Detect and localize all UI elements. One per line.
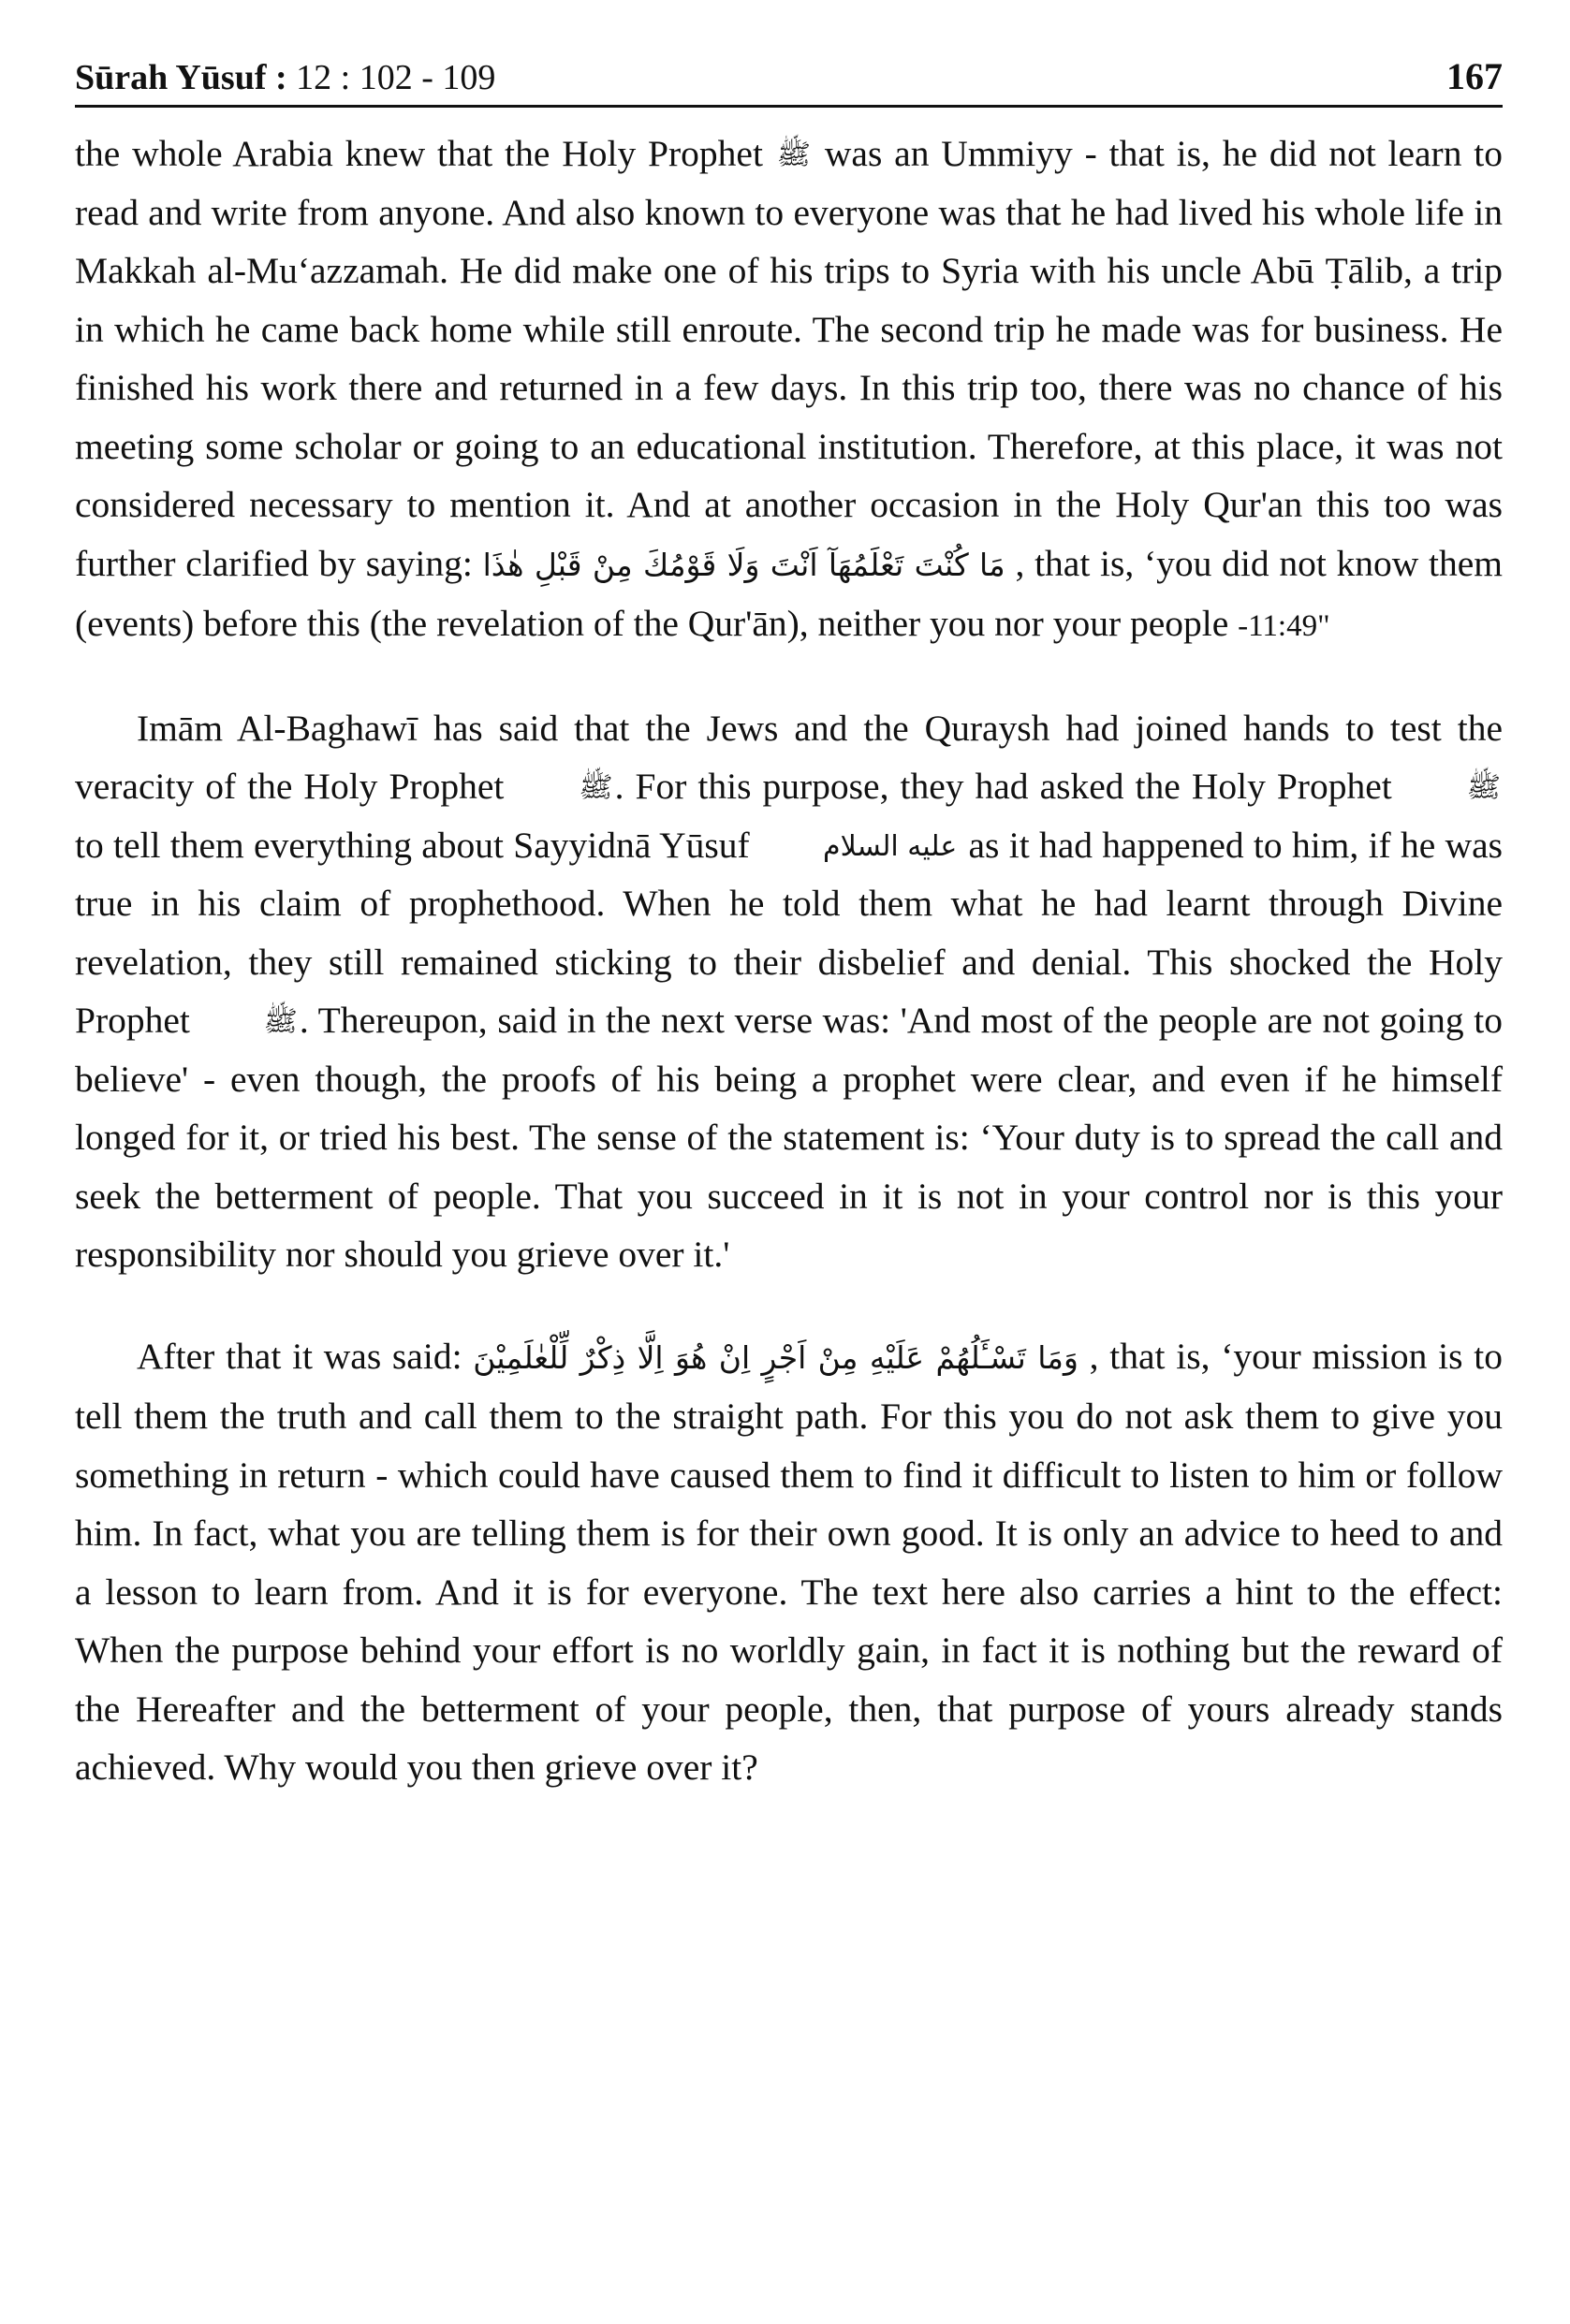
book-page (75, 41, 1503, 1797)
page-number: 167 (1446, 55, 1503, 97)
arabic-verse-12-104: وَمَا تَسْـَٔلُهُمْ عَلَيْهِ مِنْ اَجْرٍ اِنْ هُوَ اِلَّا ذِكْرٌ لِّلْعٰلَمِيْنَ (473, 1338, 1078, 1376)
paragraph-2-text-c: to tell them everything about Sayyidnā Yūsuf (75, 824, 750, 866)
body-text (75, 124, 1503, 1797)
salawat-honorific-icon: ﷺ (1466, 771, 1501, 804)
salam-honorific-icon: عليه السلام (823, 829, 958, 863)
paragraph-2-text-a: Imām Al-Baghawī has said that the Jews and the Quraysh had joined hands to test the veracity of the Holy Prophet (75, 707, 1503, 807)
verse-citation: -11:49" (1238, 609, 1330, 643)
paragraph-2 (75, 699, 1503, 1284)
paragraph-2-text-b: . For this purpose, they had asked the Holy Prophet (614, 766, 1392, 807)
paragraph-3 (75, 1327, 1503, 1797)
salawat-honorific-icon: ﷺ (579, 771, 613, 804)
arabic-verse-11-49: مَا كُنْتَ تَعْلَمُهَآ اَنْتَ وَلَا قَوْمُكَ مِنْ قَبْلِ هٰذَا (482, 546, 1005, 583)
header-left (75, 60, 495, 95)
paragraph-2-text-e: . Thereupon, said in the next verse was: 'And most of the people are not going to believe' - even though, the proofs of his being a prophet were clear, and even if he himself longed for it, or tried his best. The sense of the statement is: ‘Your duty is to spread the call and seek the betterment of people. That you succeed in it is not in your control nor is this your responsibility nor should you grieve over it.' (75, 1000, 1504, 1275)
paragraph-3-text-a: After that it was said: (137, 1335, 462, 1377)
surah-title: Sūrah Yūsuf : (75, 58, 287, 97)
paragraph-1-text-c: , that is, ‘you did not know them (events) before this (the revelation of the Qur'ān), neither you nor your people (75, 542, 1504, 644)
paragraph-1 (75, 124, 1503, 656)
salawat-honorific-icon: ﷺ (776, 139, 812, 171)
paragraph-1-text-b: was an Ummiyy - that is, he did not learn to read and write from anyone. And also known to everyone was that he had lived his whole life in Makkah al-Mu‘azzamah. He did make one of his trips to Syria with his uncle Abū Ṭālib, a trip in which he came back home while still enroute. The second trip he made was for business. He finished his work there and returned in a few days. In this trip too, there was no chance of his meeting some scholar or going to an educational institution. Therefore, at this place, it was not considered necessary to mention it. And at another occasion in the Holy Qur'an this too was further clarified by saying: (75, 133, 1504, 584)
salawat-honorific-icon: ﷺ (263, 1005, 298, 1038)
paragraph-2-text-d: as it had happened to him, if he was true in his claim of prophethood. When he told them what he had learnt through Divine revelation, they still remained sticking to their disbelief and denial. This shocked the Holy Prophet (75, 824, 1503, 1041)
paragraph-3-text-b: , that is, ‘your mission is to tell them the truth and call them to the straight path. For this you do not ask them to give you something in return - which could have caused them to find it difficult to listen to him or follow him. In fact, what you are telling them is for their own good. It is only an advice to heed to and a lesson to learn from. And it is for everyone. The text here also carries a hint to the effect: When the purpose behind your effort is no worldly gain, in fact it is nothing but the reward of the Hereafter and the betterment of your people, then, that purpose of yours already stands achieved. Why would you then grieve over it? (75, 1335, 1503, 1788)
verse-reference: 12 : 102 - 109 (286, 58, 496, 97)
paragraph-1-text-a: the whole Arabia knew that the Holy Prophet (75, 133, 763, 174)
running-header (75, 41, 1503, 108)
